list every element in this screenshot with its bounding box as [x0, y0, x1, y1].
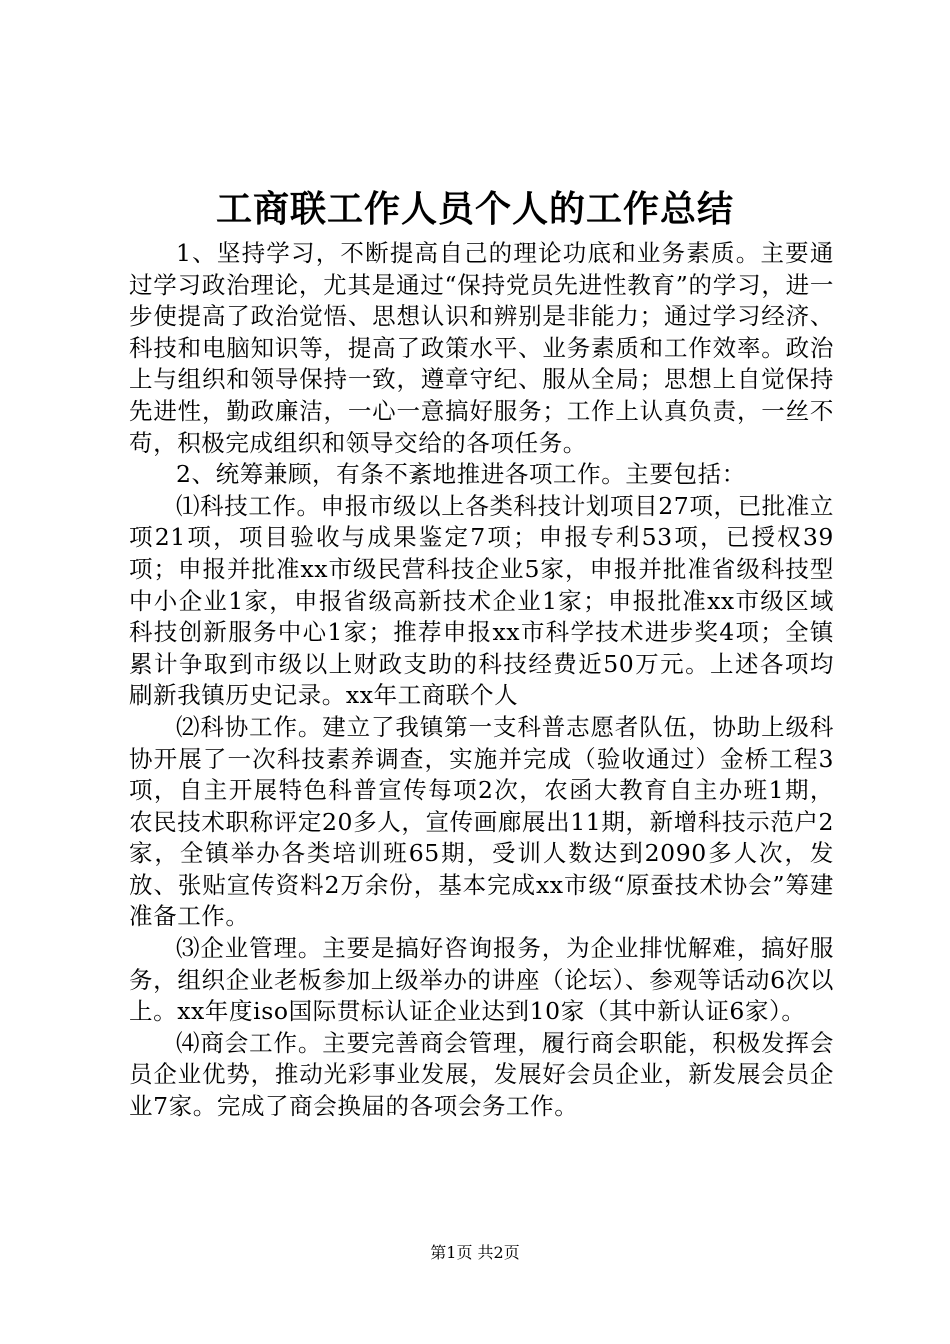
- paragraph-overview: 2、统筹兼顾，有条不紊地推进各项工作。主要包括：: [176, 460, 746, 489]
- document-title: 工商联工作人员个人的工作总结: [215, 188, 734, 230]
- page-footer: 第1页 共2页: [430, 1243, 520, 1262]
- paragraph-study: 1、坚持学习，不断提高自己的理论功底和业务素质。主要通过学习政治理论，尤其是通过“保持党员先进性教育”的学习，进一步使提高了政治觉悟、思想认识和辨别是非能力；通过学习经济、科技和电脑知识等，提高了政策水平、业务素质和工作效率。政治上与组织和领导保持一致，遵章守纪、服从全局；思想上自觉保持先进性，勤政廉洁，一心一意搞好服务；工作上认真负责，一丝不苟，积极完成组织和领导交给的各项任务。: [129, 239, 834, 457]
- paragraph-technology-work: ⑴科技工作。申报市级以上各类科技计划项目27项，已批准立项21项，项目验收与成果鉴定7项；申报专利53项，已授权39项；申报并批准xx市级民营科技企业5家，申报并批准省级科技型中小企业1家，申报省级高新技术企业1家；申报批准xx市级区域科技创新服务中心1家；推荐申报xx市科学技术进步奖4项；全镇累计争取到市级以上财政支助的科技经费近50万元。上述各项均刷新我镇历史记录。xx年工商联个人: [129, 491, 834, 710]
- paragraph-enterprise-management: ⑶企业管理。主要是搞好咨询报务，为企业排忧解难，搞好服务，组织企业老板参加上级举办的讲座（论坛）、参观等话动6次以上。xx年度iso国际贯标认证企业达到10家（其中新认证6家）。: [129, 934, 834, 1026]
- paragraph-science-association-work: ⑵科协工作。建立了我镇第一支科普志愿者队伍，协助上级科协开展了一次科技素养调查，实施并完成（验收通过）金桥工程3项，自主开展特色科普宣传每项2次，农函大教育自主办班1期，农民技术职称评定20多人，宣传画廊展出11期，新增科技示范户2家，全镇举办各类培训班65期，受训人数达到2090多人次，发放、张贴宣传资料2万余份，基本完成xx市级“原蚕技术协会”筹建准备工作。: [129, 712, 834, 931]
- paragraph-chamber-of-commerce: ⑷商会工作。主要完善商会管理，履行商会职能，积极发挥会员企业优势，推动光彩事业发展，发展好会员企业，新发展会员企业7家。完成了商会换届的各项会务工作。: [129, 1028, 834, 1121]
- document-body: [129, 238, 834, 1123]
